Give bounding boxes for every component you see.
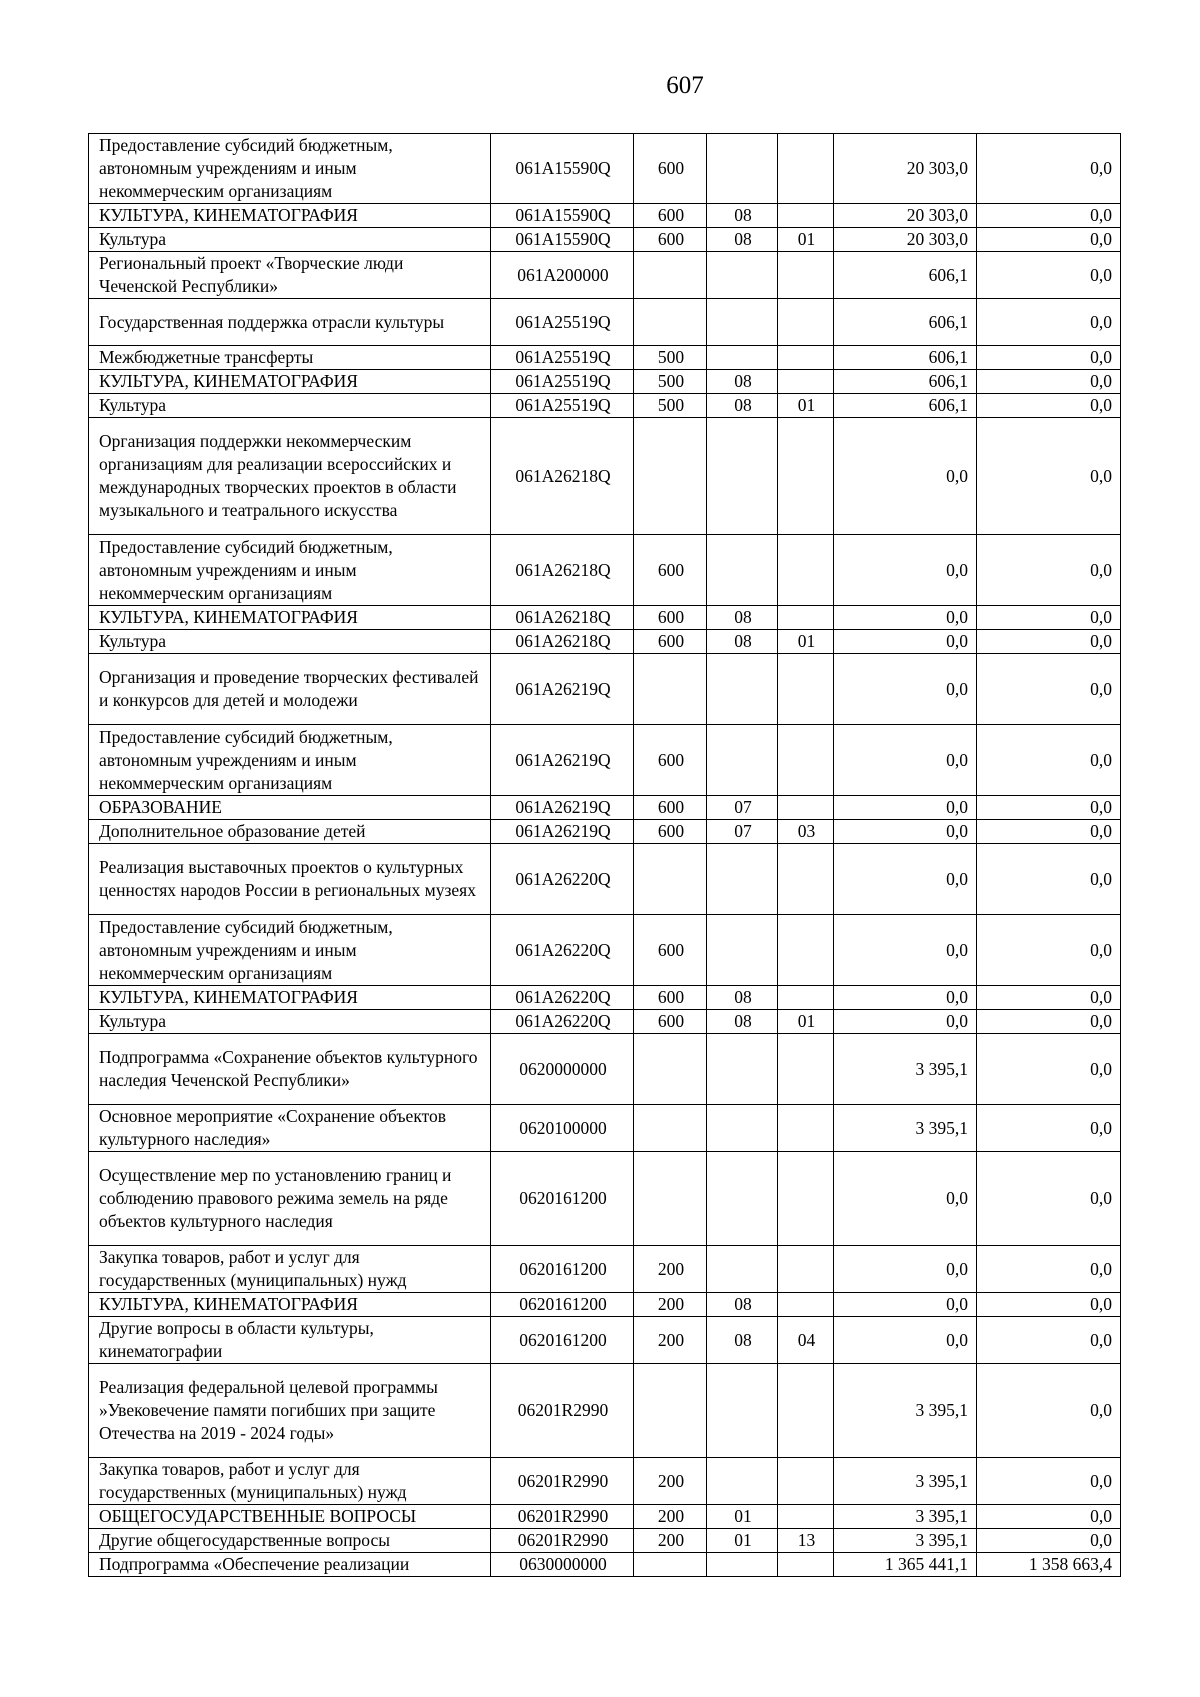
row-sum1: 0,0: [834, 630, 977, 654]
row-sum2: 0,0: [977, 1317, 1121, 1364]
row-sum1: 0,0: [834, 986, 977, 1010]
row-pr: [778, 1553, 834, 1577]
row-vr: [634, 299, 707, 346]
row-name: Подпрограмма «Сохранение объектов культурного наследия Чеченской Республики»: [89, 1034, 491, 1105]
row-name: Реализация федеральной целевой программы »Увековечение памяти погибших при защите Отечества на 2019 - 2024 годы»: [89, 1364, 491, 1458]
row-sum2: 0,0: [977, 1152, 1121, 1246]
row-pr: [778, 1034, 834, 1105]
row-sum2: 0,0: [977, 1010, 1121, 1034]
row-sum2: 0,0: [977, 986, 1121, 1010]
row-name: Дополнительное образование детей: [89, 820, 491, 844]
row-code: 061A26219Q: [491, 725, 634, 796]
row-sum2: 0,0: [977, 299, 1121, 346]
row-rz: 08: [707, 370, 778, 394]
table-row: [89, 204, 1121, 228]
row-code: 061A25519Q: [491, 299, 634, 346]
row-vr: [634, 1364, 707, 1458]
table-row: [89, 1246, 1121, 1293]
row-rz: [707, 346, 778, 370]
row-code: 061A15590Q: [491, 228, 634, 252]
row-name: Предоставление субсидий бюджетным, автономным учреждениям и иным некоммерческим организациям: [89, 535, 491, 606]
row-sum1: 3 395,1: [834, 1458, 977, 1505]
row-sum1: 606,1: [834, 299, 977, 346]
row-vr: 500: [634, 346, 707, 370]
row-rz: 07: [707, 796, 778, 820]
row-rz: 01: [707, 1505, 778, 1529]
row-vr: 600: [634, 134, 707, 204]
row-code: 0620161200: [491, 1317, 634, 1364]
row-rz: [707, 915, 778, 986]
row-pr: 01: [778, 630, 834, 654]
row-name: Региональный проект «Творческие люди Чеченской Республики»: [89, 252, 491, 299]
page-number: 607: [666, 72, 704, 99]
row-sum2: 0,0: [977, 796, 1121, 820]
row-rz: 08: [707, 986, 778, 1010]
row-pr: 01: [778, 1010, 834, 1034]
row-sum2: 0,0: [977, 1505, 1121, 1529]
row-sum1: 606,1: [834, 346, 977, 370]
row-name: Другие общегосударственные вопросы: [89, 1529, 491, 1553]
row-code: 0620100000: [491, 1105, 634, 1152]
table-row: [89, 725, 1121, 796]
row-vr: 600: [634, 204, 707, 228]
row-vr: 600: [634, 820, 707, 844]
row-rz: 08: [707, 630, 778, 654]
row-vr: 600: [634, 535, 707, 606]
row-pr: [778, 418, 834, 535]
row-name: Подпрограмма «Обеспечение реализации: [89, 1553, 491, 1577]
table-row: [89, 252, 1121, 299]
row-code: 06201R2990: [491, 1529, 634, 1553]
row-sum1: 0,0: [834, 1010, 977, 1034]
budget-table: [88, 133, 1121, 1577]
row-sum2: 0,0: [977, 630, 1121, 654]
table-row: [89, 654, 1121, 725]
row-vr: 200: [634, 1246, 707, 1293]
row-rz: [707, 535, 778, 606]
row-code: 061A26220Q: [491, 986, 634, 1010]
table-row: [89, 1317, 1121, 1364]
table-row: [89, 1553, 1121, 1577]
row-code: 061A25519Q: [491, 394, 634, 418]
row-pr: 13: [778, 1529, 834, 1553]
row-sum2: 0,0: [977, 370, 1121, 394]
row-sum2: 1 358 663,4: [977, 1553, 1121, 1577]
row-name: Организация и проведение творческих фестивалей и конкурсов для детей и молодежи: [89, 654, 491, 725]
row-sum1: 606,1: [834, 370, 977, 394]
row-vr: 600: [634, 630, 707, 654]
row-sum1: 3 395,1: [834, 1034, 977, 1105]
row-rz: [707, 1364, 778, 1458]
table-row: [89, 1105, 1121, 1152]
row-code: 06201R2990: [491, 1505, 634, 1529]
row-rz: 08: [707, 1010, 778, 1034]
row-code: 061A26219Q: [491, 820, 634, 844]
row-rz: 08: [707, 606, 778, 630]
row-pr: 01: [778, 228, 834, 252]
row-name: Закупка товаров, работ и услуг для государственных (муниципальных) нужд: [89, 1458, 491, 1505]
row-pr: [778, 986, 834, 1010]
row-code: 061A26218Q: [491, 418, 634, 535]
row-code: 061A26218Q: [491, 630, 634, 654]
row-code: 06201R2990: [491, 1458, 634, 1505]
row-name: Предоставление субсидий бюджетным, автономным учреждениям и иным некоммерческим организациям: [89, 134, 491, 204]
row-vr: [634, 1553, 707, 1577]
row-name: Межбюджетные трансферты: [89, 346, 491, 370]
row-vr: 600: [634, 986, 707, 1010]
row-code: 0620000000: [491, 1034, 634, 1105]
row-code: 061A26220Q: [491, 1010, 634, 1034]
row-rz: [707, 1553, 778, 1577]
table-row: [89, 915, 1121, 986]
row-sum1: 0,0: [834, 606, 977, 630]
row-sum1: 20 303,0: [834, 228, 977, 252]
table-row: [89, 1529, 1121, 1553]
row-sum1: 0,0: [834, 1317, 977, 1364]
row-sum2: 0,0: [977, 915, 1121, 986]
row-name: Культура: [89, 228, 491, 252]
row-pr: [778, 1364, 834, 1458]
row-sum1: 0,0: [834, 1293, 977, 1317]
row-sum1: 0,0: [834, 844, 977, 915]
row-sum1: 0,0: [834, 654, 977, 725]
row-rz: 08: [707, 1293, 778, 1317]
row-code: 06201R2990: [491, 1364, 634, 1458]
table-row: [89, 630, 1121, 654]
table-row: [89, 606, 1121, 630]
row-sum1: 0,0: [834, 725, 977, 796]
row-vr: 200: [634, 1458, 707, 1505]
table-row: [89, 1458, 1121, 1505]
row-rz: 08: [707, 1317, 778, 1364]
row-vr: 500: [634, 370, 707, 394]
row-vr: 600: [634, 1010, 707, 1034]
row-name: Государственная поддержка отрасли культуры: [89, 299, 491, 346]
row-vr: [634, 1034, 707, 1105]
row-vr: [634, 844, 707, 915]
table-row: [89, 986, 1121, 1010]
row-pr: [778, 844, 834, 915]
row-sum1: 1 365 441,1: [834, 1553, 977, 1577]
row-name: КУЛЬТУРА, КИНЕМАТОГРАФИЯ: [89, 986, 491, 1010]
row-sum1: 0,0: [834, 915, 977, 986]
row-sum2: 0,0: [977, 204, 1121, 228]
row-sum1: 3 395,1: [834, 1505, 977, 1529]
row-sum2: 0,0: [977, 394, 1121, 418]
row-code: 061A200000: [491, 252, 634, 299]
row-vr: [634, 1105, 707, 1152]
row-code: 0630000000: [491, 1553, 634, 1577]
table-row: [89, 134, 1121, 204]
table-row: [89, 1010, 1121, 1034]
row-name: Предоставление субсидий бюджетным, автономным учреждениям и иным некоммерческим организациям: [89, 725, 491, 796]
row-sum1: 3 395,1: [834, 1529, 977, 1553]
row-rz: 08: [707, 394, 778, 418]
table-row: [89, 346, 1121, 370]
row-sum2: 0,0: [977, 844, 1121, 915]
row-sum1: 3 395,1: [834, 1364, 977, 1458]
row-sum2: 0,0: [977, 418, 1121, 535]
row-pr: [778, 346, 834, 370]
table-row: [89, 1293, 1121, 1317]
row-sum1: 0,0: [834, 796, 977, 820]
row-sum1: 0,0: [834, 535, 977, 606]
row-rz: [707, 1458, 778, 1505]
row-pr: [778, 370, 834, 394]
row-rz: 08: [707, 228, 778, 252]
row-pr: [778, 1105, 834, 1152]
row-pr: [778, 1293, 834, 1317]
row-code: 061A15590Q: [491, 134, 634, 204]
table-row: [89, 1152, 1121, 1246]
row-sum2: 0,0: [977, 346, 1121, 370]
row-sum2: 0,0: [977, 535, 1121, 606]
row-vr: [634, 252, 707, 299]
row-vr: 200: [634, 1317, 707, 1364]
row-rz: [707, 1034, 778, 1105]
row-sum2: 0,0: [977, 1105, 1121, 1152]
row-sum2: 0,0: [977, 228, 1121, 252]
row-rz: [707, 418, 778, 535]
row-vr: 600: [634, 228, 707, 252]
row-vr: [634, 418, 707, 535]
row-vr: 500: [634, 394, 707, 418]
row-pr: [778, 725, 834, 796]
row-name: КУЛЬТУРА, КИНЕМАТОГРАФИЯ: [89, 606, 491, 630]
table-row: [89, 796, 1121, 820]
table-row: [89, 535, 1121, 606]
row-pr: 04: [778, 1317, 834, 1364]
row-name: КУЛЬТУРА, КИНЕМАТОГРАФИЯ: [89, 204, 491, 228]
row-code: 061A25519Q: [491, 370, 634, 394]
row-sum2: 0,0: [977, 1034, 1121, 1105]
row-rz: [707, 725, 778, 796]
row-vr: 200: [634, 1293, 707, 1317]
row-pr: [778, 606, 834, 630]
row-sum1: 606,1: [834, 252, 977, 299]
row-code: 0620161200: [491, 1246, 634, 1293]
row-rz: [707, 844, 778, 915]
row-pr: [778, 299, 834, 346]
table-row: [89, 844, 1121, 915]
row-sum2: 0,0: [977, 820, 1121, 844]
row-vr: 600: [634, 725, 707, 796]
table-row: [89, 228, 1121, 252]
row-code: 061A26219Q: [491, 654, 634, 725]
row-name: Культура: [89, 394, 491, 418]
row-sum1: 0,0: [834, 1152, 977, 1246]
row-sum1: 20 303,0: [834, 204, 977, 228]
row-sum1: 3 395,1: [834, 1105, 977, 1152]
row-rz: [707, 299, 778, 346]
row-name: Другие вопросы в области культуры, кинематографии: [89, 1317, 491, 1364]
row-code: 061A26220Q: [491, 844, 634, 915]
row-sum2: 0,0: [977, 1246, 1121, 1293]
row-sum2: 0,0: [977, 606, 1121, 630]
row-code: 061A26218Q: [491, 606, 634, 630]
row-name: ОБРАЗОВАНИЕ: [89, 796, 491, 820]
row-pr: [778, 1152, 834, 1246]
table-row: [89, 820, 1121, 844]
row-vr: 600: [634, 796, 707, 820]
table-row: [89, 394, 1121, 418]
row-sum1: 0,0: [834, 820, 977, 844]
row-sum2: 0,0: [977, 725, 1121, 796]
row-sum2: 0,0: [977, 1293, 1121, 1317]
row-name: КУЛЬТУРА, КИНЕМАТОГРАФИЯ: [89, 1293, 491, 1317]
row-pr: 01: [778, 394, 834, 418]
row-name: КУЛЬТУРА, КИНЕМАТОГРАФИЯ: [89, 370, 491, 394]
row-pr: [778, 1505, 834, 1529]
row-sum2: 0,0: [977, 1458, 1121, 1505]
row-pr: [778, 915, 834, 986]
row-pr: [778, 1458, 834, 1505]
row-sum2: 0,0: [977, 1529, 1121, 1553]
row-rz: [707, 1105, 778, 1152]
row-name: Осуществление мер по установлению границ и соблюдению правового режима земель на ряде объектов культурного наследия: [89, 1152, 491, 1246]
row-vr: 600: [634, 915, 707, 986]
row-name: Культура: [89, 630, 491, 654]
row-sum1: 606,1: [834, 394, 977, 418]
row-sum1: 20 303,0: [834, 134, 977, 204]
row-sum1: 0,0: [834, 1246, 977, 1293]
row-name: Реализация выставочных проектов о культурных ценностях народов России в региональных музеях: [89, 844, 491, 915]
row-name: Предоставление субсидий бюджетным, автономным учреждениям и иным некоммерческим организациям: [89, 915, 491, 986]
row-rz: [707, 252, 778, 299]
row-code: 061A15590Q: [491, 204, 634, 228]
row-name: Организация поддержки некоммерческим организациям для реализации всероссийских и международных творческих проектов в области музыкального и театрального искусства: [89, 418, 491, 535]
row-sum2: 0,0: [977, 252, 1121, 299]
row-pr: [778, 134, 834, 204]
row-pr: [778, 252, 834, 299]
row-sum2: 0,0: [977, 654, 1121, 725]
row-pr: [778, 535, 834, 606]
table-row: [89, 299, 1121, 346]
row-rz: [707, 654, 778, 725]
row-code: 061A26220Q: [491, 915, 634, 986]
row-rz: [707, 1246, 778, 1293]
table-body: [89, 134, 1121, 1577]
row-vr: 600: [634, 606, 707, 630]
row-code: 061A25519Q: [491, 346, 634, 370]
row-rz: 01: [707, 1529, 778, 1553]
row-pr: 03: [778, 820, 834, 844]
row-code: 0620161200: [491, 1293, 634, 1317]
row-code: 061A26218Q: [491, 535, 634, 606]
row-name: Основное мероприятие «Сохранение объектов культурного наследия»: [89, 1105, 491, 1152]
row-name: Закупка товаров, работ и услуг для государственных (муниципальных) нужд: [89, 1246, 491, 1293]
row-pr: [778, 204, 834, 228]
row-name: ОБЩЕГОСУДАРСТВЕННЫЕ ВОПРОСЫ: [89, 1505, 491, 1529]
row-pr: [778, 1246, 834, 1293]
row-code: 0620161200: [491, 1152, 634, 1246]
row-sum2: 0,0: [977, 134, 1121, 204]
row-name: Культура: [89, 1010, 491, 1034]
row-vr: [634, 654, 707, 725]
table-row: [89, 1364, 1121, 1458]
row-rz: [707, 1152, 778, 1246]
row-pr: [778, 654, 834, 725]
table-row: [89, 1034, 1121, 1105]
table-row: [89, 370, 1121, 394]
row-vr: 200: [634, 1529, 707, 1553]
row-rz: [707, 134, 778, 204]
table-row: [89, 418, 1121, 535]
row-code: 061A26219Q: [491, 796, 634, 820]
row-sum2: 0,0: [977, 1364, 1121, 1458]
row-vr: [634, 1152, 707, 1246]
table-row: [89, 1505, 1121, 1529]
row-vr: 200: [634, 1505, 707, 1529]
row-rz: 07: [707, 820, 778, 844]
row-rz: 08: [707, 204, 778, 228]
row-pr: [778, 796, 834, 820]
row-sum1: 0,0: [834, 418, 977, 535]
